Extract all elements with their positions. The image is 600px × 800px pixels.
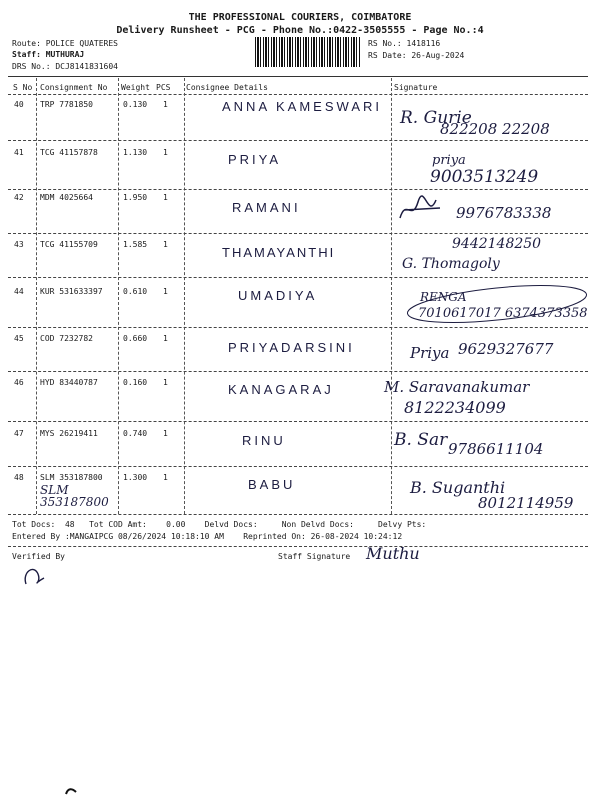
row-sno: 48: [14, 473, 24, 482]
row-signature: G. Thomagoly: [402, 256, 500, 272]
row-consignment: SLM 353187800: [40, 473, 103, 482]
row-weight: 1.950: [123, 193, 148, 202]
col-pcs: PCS: [156, 83, 171, 92]
row-weight: 0.660: [123, 334, 148, 343]
row-rule: [8, 189, 588, 190]
row-weight: 0.740: [123, 429, 148, 438]
row-pcs: 1: [163, 473, 168, 482]
row-signature-phone: 9976783338: [456, 204, 552, 222]
row-weight: 0.610: [123, 287, 148, 296]
row-rule: [8, 327, 588, 328]
row-consignment: TCG 41157878: [40, 148, 98, 157]
col-weight: Weight: [121, 83, 150, 92]
row-signature-phone: 8122234099: [404, 398, 506, 417]
row-rule: [8, 233, 588, 234]
row-consignee: THAMAYANTHI: [222, 245, 336, 260]
totals-line: Tot Docs: 48 Tot COD Amt: 0.00 Delvd Docs: Non Delvd Docs: Delvy Pts:: [12, 520, 427, 529]
row-rule: [8, 466, 588, 467]
row-rule: [8, 421, 588, 422]
row-consignment: TCG 41155709: [40, 240, 98, 249]
row-sno: 45: [14, 334, 24, 343]
row-rule: [8, 371, 588, 372]
row-signature-phone: 9629327677: [458, 340, 554, 358]
rs-date: RS Date: 26-Aug-2024: [368, 51, 465, 60]
row-signature: B. Suganthi: [410, 478, 506, 497]
row-pcs: 1: [163, 100, 168, 109]
row-signature-phone: 9442148250: [452, 236, 542, 252]
row-pcs: 1: [163, 429, 168, 438]
row-sno: 43: [14, 240, 24, 249]
row-signature: M. Saravanakumar: [384, 378, 530, 396]
row-rule: [8, 140, 588, 141]
row-consignee: PRIYADARSINI: [228, 340, 355, 355]
col-divider: [118, 78, 119, 514]
row-consignment: MDM 4025664: [40, 193, 93, 202]
row-sno: 46: [14, 378, 24, 387]
row-sno: 47: [14, 429, 24, 438]
row-signature: B. Sar: [394, 430, 448, 450]
row-sno: 42: [14, 193, 24, 202]
row-signature-phone: 822208 22208: [440, 120, 550, 138]
row-consignee: RINU: [242, 433, 286, 448]
row-pcs: 1: [163, 334, 168, 343]
col-consignment: Consignment No: [40, 83, 108, 92]
row-weight: 1.585: [123, 240, 148, 249]
row-consignee: ANNA KAMESWARI: [222, 99, 382, 114]
table-top-rule: [8, 76, 588, 77]
col-consignee: Consignee Details: [186, 83, 268, 92]
row-pcs: 1: [163, 287, 168, 296]
table-header-rule: [8, 94, 588, 95]
handwritten-note: SLM 353187800: [40, 483, 109, 509]
row-consignment: HYD 83440787: [40, 378, 98, 387]
verified-by-label: Verified By: [12, 552, 65, 561]
row-weight: 0.160: [123, 378, 148, 387]
row-weight: 1.300: [123, 473, 148, 482]
col-divider: [391, 78, 392, 514]
row-signature-phone: 9786611104: [448, 440, 544, 458]
staff-signature-label: Staff Signature: [278, 552, 351, 561]
drs-label: DRS No.: DCJ8141831604: [12, 62, 118, 71]
row-signature-phone: 8012114959: [478, 494, 574, 512]
row-consignee: UMADIYA: [238, 288, 318, 303]
row-signature-phone: 7010617017 6374373358: [418, 306, 588, 321]
row-signature: RENGA: [420, 290, 467, 304]
row-consignment: COD 7232782: [40, 334, 93, 343]
row-sno: 44: [14, 287, 24, 296]
ink-mark: [64, 786, 78, 796]
runsheet-subtitle: Delivery Runsheet - PCG - Phone No.:0422-3505555 - Page No.:4: [116, 25, 484, 36]
row-signature: priya: [432, 153, 466, 168]
row-rule: [8, 277, 588, 278]
row-pcs: 1: [163, 378, 168, 387]
col-divider: [36, 78, 37, 514]
row-consignee: PRIYA: [228, 152, 282, 167]
row-sno: 41: [14, 148, 24, 157]
row-consignment: KUR 531633397: [40, 287, 103, 296]
row-signature: R. Gurie: [400, 108, 472, 128]
entered-by-line: Entered By :MANGAIPCG 08/26/2024 10:18:10 AM Reprinted On: 26-08-2024 10:24:12: [12, 532, 403, 541]
row-pcs: 1: [163, 193, 168, 202]
col-sno: S No: [13, 83, 33, 92]
staff-signature-hand: Muthu: [366, 544, 420, 563]
staff-label: Staff: MUTHURAJ: [12, 50, 85, 59]
row-sno: 40: [14, 100, 24, 109]
footer-rule: [8, 546, 588, 547]
row-consignee: KANAGARAJ: [228, 382, 334, 397]
row-consignee: BABU: [248, 477, 296, 492]
row-consignment: TRP 7781850: [40, 100, 93, 109]
col-divider: [184, 78, 185, 514]
row-pcs: 1: [163, 148, 168, 157]
route-label: Route: POLICE QUATERES: [12, 39, 118, 48]
row-consignee: RAMANI: [232, 200, 301, 215]
verified-signature: [20, 562, 50, 588]
signature-loop: [402, 282, 592, 326]
scribble-signature: [396, 192, 446, 228]
row-consignment: MYS 26219411: [40, 429, 98, 438]
row-signature-phone: 9003513249: [430, 167, 539, 187]
rs-no: RS No.: 1418116: [368, 39, 441, 48]
barcode: [255, 37, 361, 67]
row-signature: Priya: [410, 344, 450, 362]
row-weight: 0.130: [123, 100, 148, 109]
row-pcs: 1: [163, 240, 168, 249]
company-title: THE PROFESSIONAL COURIERS, COIMBATORE: [188, 12, 412, 23]
row-weight: 1.130: [123, 148, 148, 157]
table-bottom-rule: [8, 514, 588, 515]
col-signature: Signature: [394, 83, 438, 92]
